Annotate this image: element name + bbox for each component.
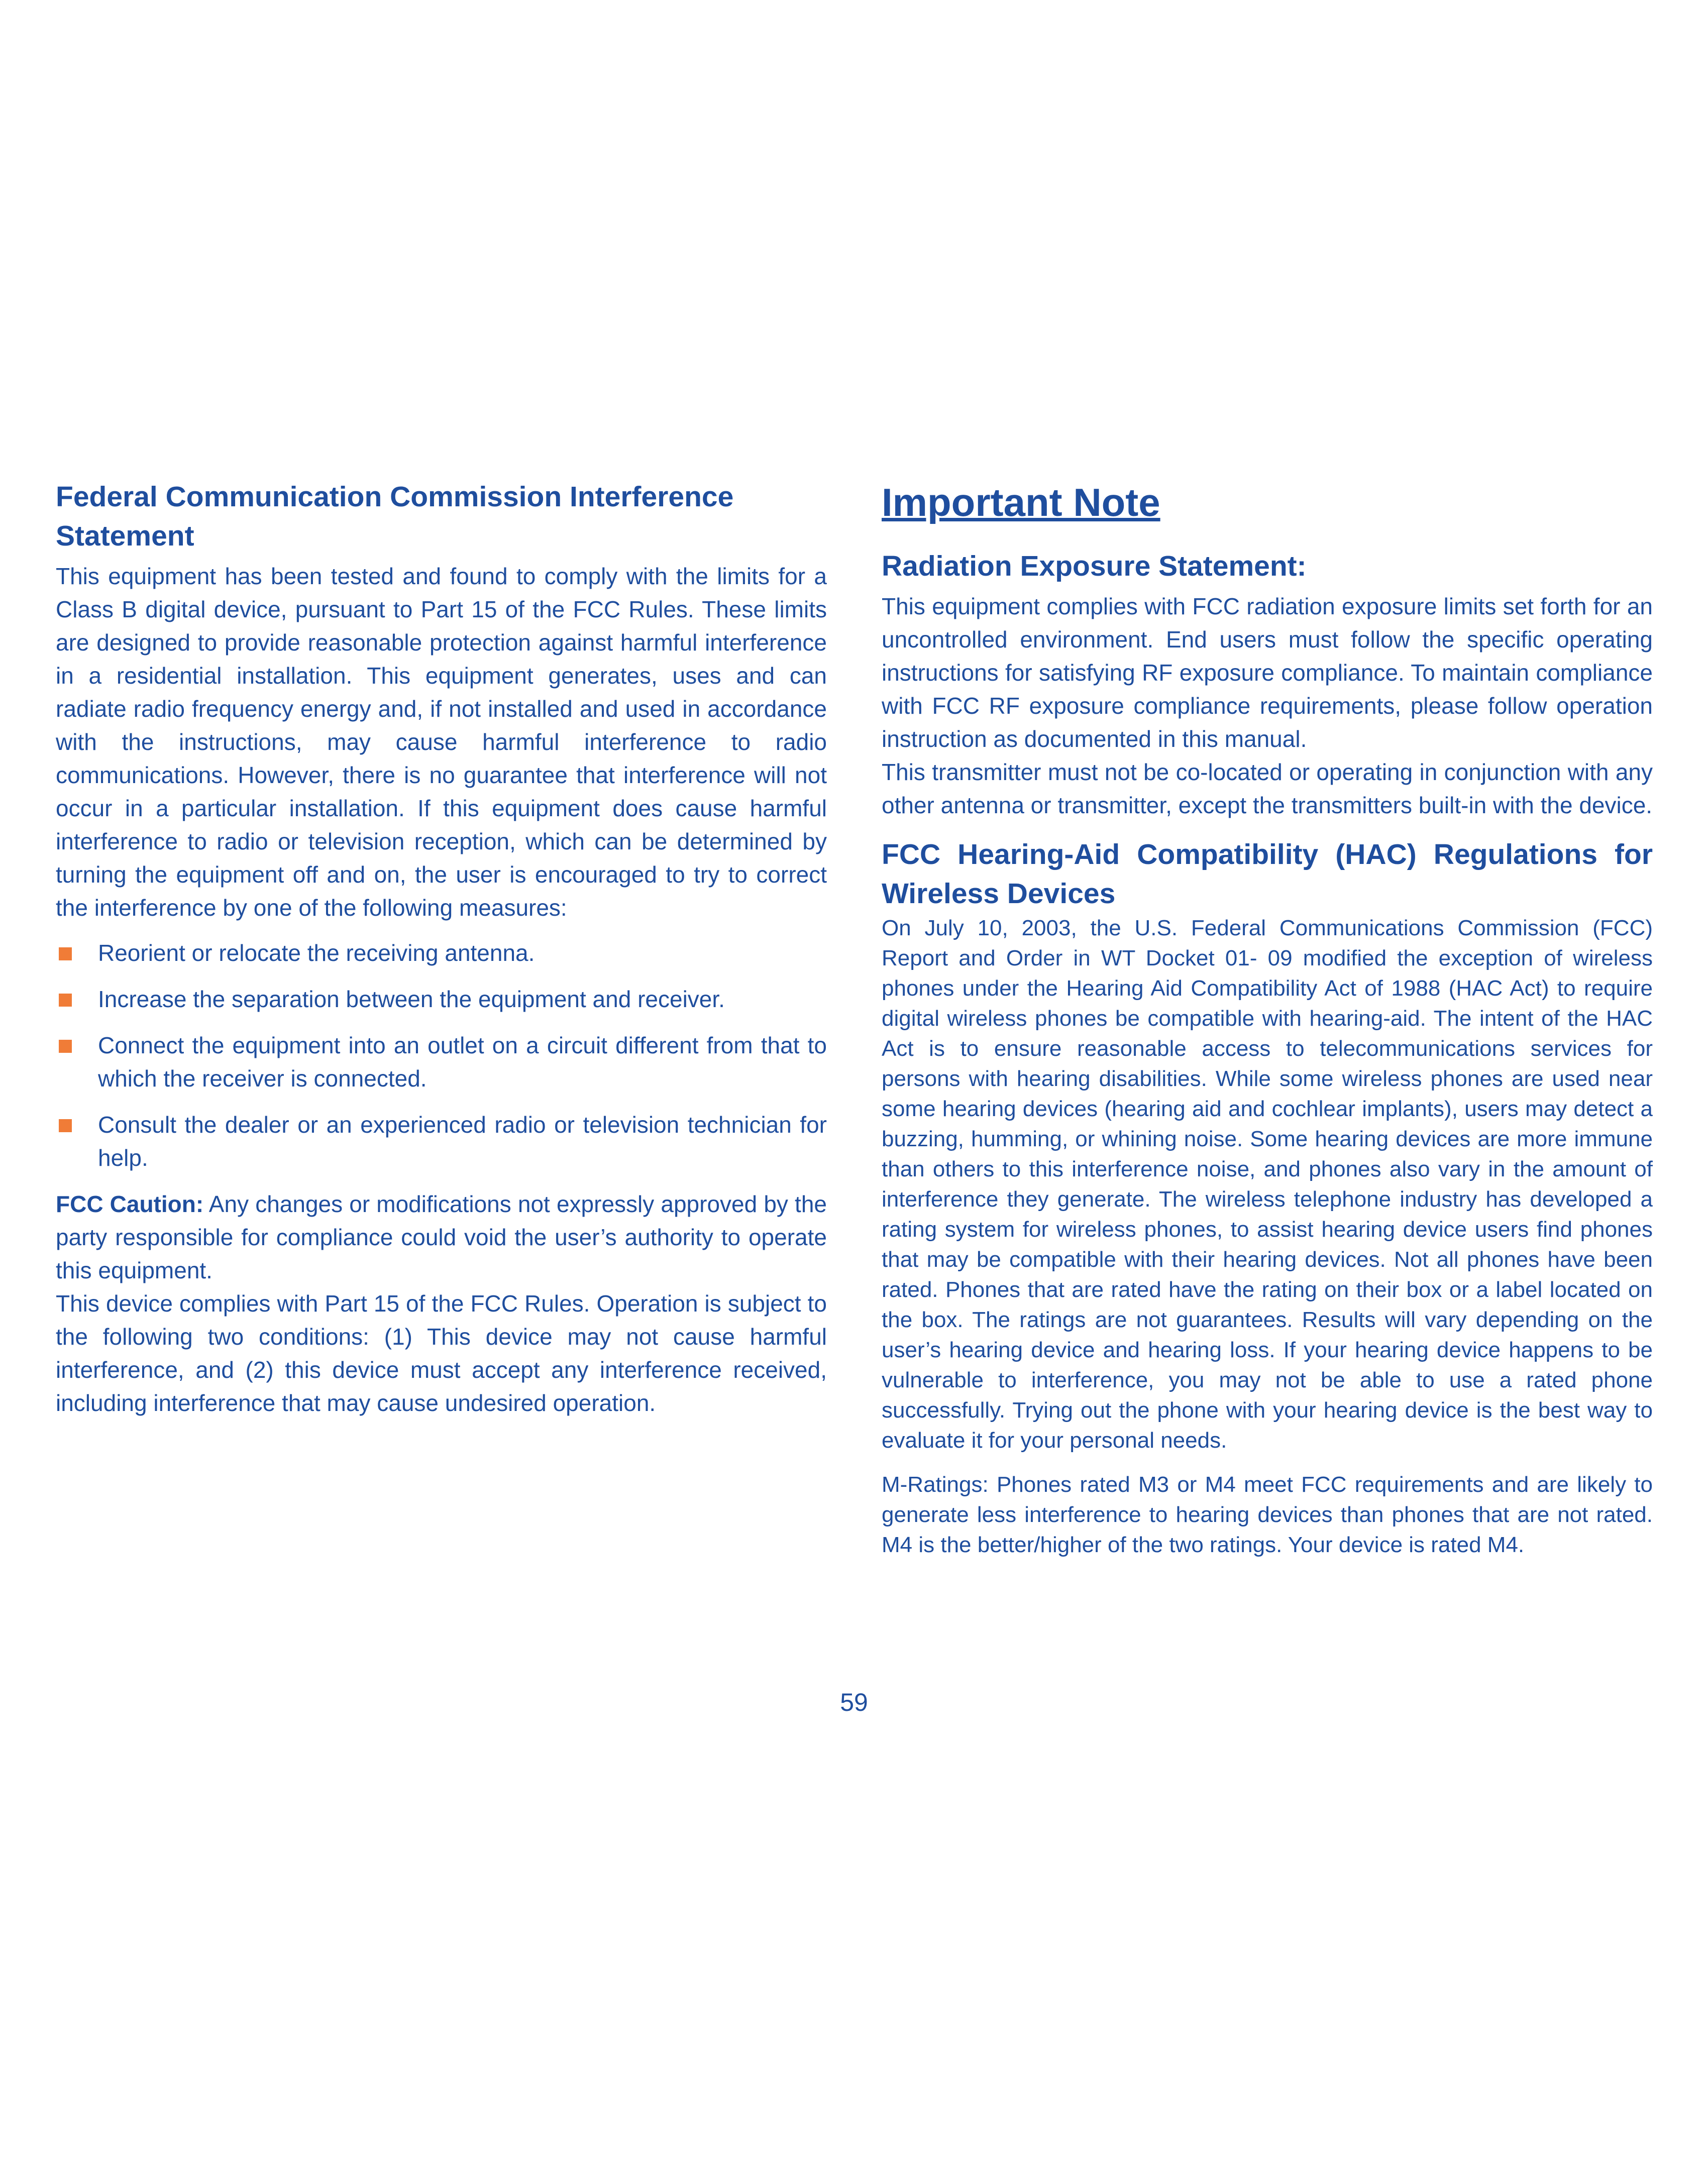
- square-bullet-icon: [59, 1040, 72, 1053]
- measures-list: [56, 936, 827, 1174]
- fcc-interference-intro: This equipment has been tested and found to comply with the limits for a Class B digital device, pursuant to Part 15 of the FCC Rules. These limits are designed to provide reasonable protection against harmful interference in a residential installation. This equipment generates, uses and can radiate radio frequency energy and, if not installed and used in accordance with the instructions, may cause harmful interference to radio communications. However, there is no guarantee that interference will not occur in a particular installation. If this equipment does cause harmful interference to radio or television reception, which can be determined by turning the equipment off and on, the user is encouraged to try to correct the interference by one of the following measures:: [56, 563, 827, 921]
- list-item: Consult the dealer or an experienced radio or television technician for help.: [56, 1108, 827, 1174]
- hac-paragraph-1: On July 10, 2003, the U.S. Federal Communications Commission (FCC) Report and Order in WT Docket 01- 09 modified the exception of wireless phones under the Hearing Aid Compatibility Act of 1988 (HAC Act) to require digital wireless phones be compatible with hearing-aid. The intent of the HAC Act is to ensure reasonable access to telecommunications services for persons with hearing disabilities. While some wireless phones are used near some hearing devices (hearing aid and cochlear implants), users may detect a buzzing, humming, or whining noise. Some hearing devices are more immune than others to this interference noise, and phones also vary in the amount of interference they generate. The wireless telephone industry has developed a rating system for wireless phones, to assist hearing device users find phones that may be compatible with their hearing devices. Not all phones have been rated. Phones that are rated have the rating on their box or a label located on the box. The ratings are not guarantees. Results will vary depending on the user’s hearing device and hearing loss. If your hearing device happens to be vulnerable to interference, you may not be able to use a rated phone successfully. Trying out the phone with your hearing device is the best way to evaluate it for your personal needs.: [882, 916, 1653, 1453]
- fcc-caution-text: Any changes or modifications not expressly approved by the party responsible for compliance could void the user’s authority to operate this equipment.: [56, 1191, 827, 1283]
- fcc-interference-heading: Federal Communication Commission Interference Statement: [56, 481, 734, 552]
- radiation-paragraph-1: This equipment complies with FCC radiation exposure limits set forth for an uncontrolled environment. End users must follow the specific operating instructions for satisfying RF exposure compliance. To maintain compliance with FCC RF exposure compliance requirements, please follow operation instruction as documented in this manual.: [882, 593, 1653, 752]
- radiation-heading: Radiation Exposure Statement:: [882, 550, 1307, 582]
- list-item: Increase the separation between the equipment and receiver.: [56, 983, 827, 1016]
- fcc-caution-label: FCC Caution:: [56, 1191, 204, 1217]
- list-item: Connect the equipment into an outlet on a circuit different from that to which the receiver is connected.: [56, 1029, 827, 1095]
- important-note-title: Important Note: [882, 480, 1160, 524]
- fcc-caution-paragraph: [56, 1187, 827, 1287]
- square-bullet-icon: [59, 1119, 72, 1132]
- part15-paragraph: This device complies with Part 15 of the FCC Rules. Operation is subject to the following two conditions: (1) This device may not cause harmful interference, and (2) this device must accept any interference received, including interference that may cause undesired operation.: [56, 1290, 827, 1416]
- radiation-paragraph-2: This transmitter must not be co-located or operating in conjunction with any other antenna or transmitter, except the transmitters built-in with the device.: [882, 759, 1653, 818]
- hac-heading: FCC Hearing-Aid Compatibility (HAC) Regulations for Wireless Devices: [882, 838, 1653, 910]
- list-item: Reorient or relocate the receiving antenna.: [56, 936, 827, 969]
- page-number: 59: [840, 1688, 868, 1716]
- square-bullet-icon: [59, 994, 72, 1007]
- hac-paragraph-2: M-Ratings: Phones rated M3 or M4 meet FCC requirements and are likely to generate less interference to hearing devices than phones that are not rated. M4 is the better/higher of the two ratings. Your device is rated M4.: [882, 1472, 1653, 1557]
- paragraph-gap: [882, 1456, 1653, 1470]
- square-bullet-icon: [59, 947, 72, 960]
- right-column: [882, 477, 1653, 1560]
- left-column: [56, 477, 827, 1420]
